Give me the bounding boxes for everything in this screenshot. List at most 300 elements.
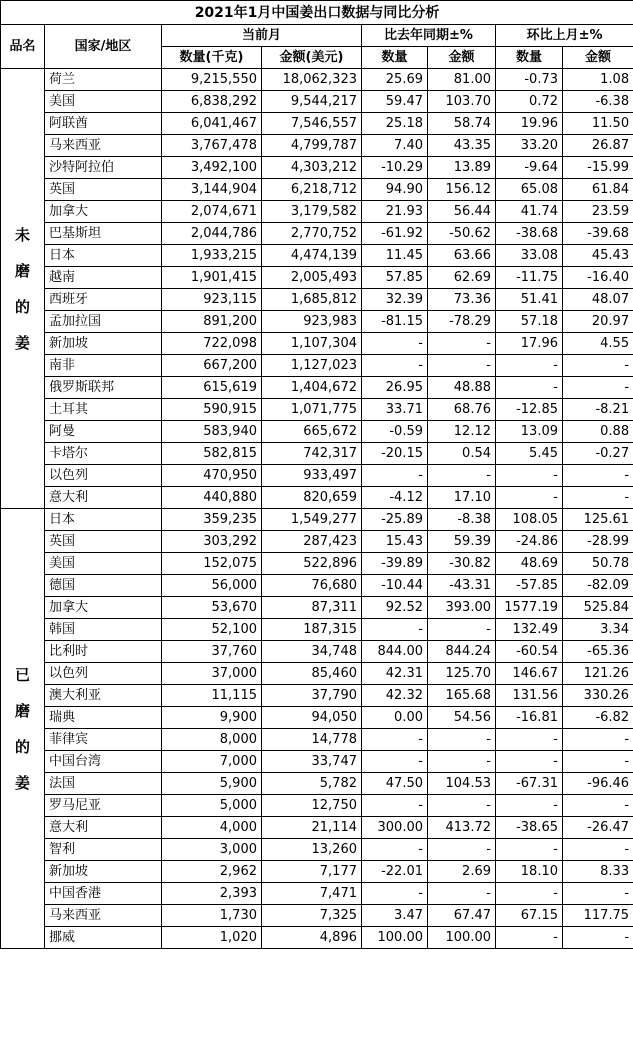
mom-amount-cell: - — [563, 751, 633, 773]
amount-cell: 34,748 — [262, 641, 362, 663]
yoy-quantity-cell: -22.01 — [362, 861, 428, 883]
mom-quantity-cell: 5.45 — [496, 443, 563, 465]
quantity-cell: 3,767,478 — [162, 135, 262, 157]
mom-amount-cell: 525.84 — [563, 597, 633, 619]
yoy-amount-cell: 48.88 — [428, 377, 496, 399]
yoy-quantity-cell: -25.89 — [362, 509, 428, 531]
mom-quantity-cell: 131.56 — [496, 685, 563, 707]
header-mom-qty: 数量 — [496, 47, 563, 69]
yoy-amount-cell: 104.53 — [428, 773, 496, 795]
yoy-amount-cell: -43.31 — [428, 575, 496, 597]
product-category-cell: 已磨的姜 — [1, 509, 45, 949]
mom-amount-cell: -82.09 — [563, 575, 633, 597]
yoy-quantity-cell: - — [362, 355, 428, 377]
table-row — [1, 201, 633, 223]
quantity-cell: 152,075 — [162, 553, 262, 575]
mom-quantity-cell: 57.18 — [496, 311, 563, 333]
yoy-quantity-cell: 57.85 — [362, 267, 428, 289]
header-mom-amount: 金额 — [563, 47, 633, 69]
mom-amount-cell: -0.27 — [563, 443, 633, 465]
quantity-cell: 303,292 — [162, 531, 262, 553]
table-row — [1, 773, 633, 795]
mom-amount-cell: 330.26 — [563, 685, 633, 707]
mom-amount-cell: 26.87 — [563, 135, 633, 157]
header-amount-usd: 金额(美元) — [262, 47, 362, 69]
amount-cell: 1,404,672 — [262, 377, 362, 399]
yoy-quantity-cell: 3.47 — [362, 905, 428, 927]
mom-quantity-cell: - — [496, 465, 563, 487]
table-row — [1, 157, 633, 179]
yoy-quantity-cell: 42.32 — [362, 685, 428, 707]
table-row — [1, 113, 633, 135]
yoy-amount-cell: 844.24 — [428, 641, 496, 663]
header-qty-kg: 数量(千克) — [162, 47, 262, 69]
table-row — [1, 421, 633, 443]
mom-quantity-cell: 19.96 — [496, 113, 563, 135]
quantity-cell: 1,933,215 — [162, 245, 262, 267]
amount-cell: 4,303,212 — [262, 157, 362, 179]
mom-amount-cell: 117.75 — [563, 905, 633, 927]
mom-amount-cell: 45.43 — [563, 245, 633, 267]
yoy-amount-cell: - — [428, 355, 496, 377]
amount-cell: 2,770,752 — [262, 223, 362, 245]
amount-cell: 1,107,304 — [262, 333, 362, 355]
table-row — [1, 751, 633, 773]
mom-amount-cell: -26.47 — [563, 817, 633, 839]
yoy-quantity-cell: 11.45 — [362, 245, 428, 267]
amount-cell: 87,311 — [262, 597, 362, 619]
yoy-amount-cell: -78.29 — [428, 311, 496, 333]
yoy-quantity-cell: 33.71 — [362, 399, 428, 421]
table-row — [1, 729, 633, 751]
quantity-cell: 615,619 — [162, 377, 262, 399]
mom-amount-cell: 20.97 — [563, 311, 633, 333]
table-row — [1, 531, 633, 553]
yoy-amount-cell: 2.69 — [428, 861, 496, 883]
mom-quantity-cell: - — [496, 355, 563, 377]
table-row — [1, 355, 633, 377]
mom-quantity-cell: -38.68 — [496, 223, 563, 245]
mom-quantity-cell: 33.08 — [496, 245, 563, 267]
mom-amount-cell: - — [563, 377, 633, 399]
amount-cell: 820,659 — [262, 487, 362, 509]
country-cell: 阿联酋 — [45, 113, 162, 135]
table-row — [1, 311, 633, 333]
amount-cell: 18,062,323 — [262, 69, 362, 91]
country-cell: 土耳其 — [45, 399, 162, 421]
amount-cell: 742,317 — [262, 443, 362, 465]
amount-cell: 9,544,217 — [262, 91, 362, 113]
country-cell: 罗马尼亚 — [45, 795, 162, 817]
country-cell: 以色列 — [45, 465, 162, 487]
yoy-amount-cell: - — [428, 729, 496, 751]
table-row — [1, 707, 633, 729]
quantity-cell: 37,760 — [162, 641, 262, 663]
country-cell: 菲律宾 — [45, 729, 162, 751]
quantity-cell: 590,915 — [162, 399, 262, 421]
amount-cell: 7,177 — [262, 861, 362, 883]
country-cell: 中国香港 — [45, 883, 162, 905]
yoy-amount-cell: -50.62 — [428, 223, 496, 245]
country-cell: 挪威 — [45, 927, 162, 949]
yoy-quantity-cell: 25.69 — [362, 69, 428, 91]
mom-amount-cell: -65.36 — [563, 641, 633, 663]
table-row — [1, 69, 633, 91]
country-cell: 新加坡 — [45, 861, 162, 883]
yoy-quantity-cell: - — [362, 883, 428, 905]
yoy-quantity-cell: -0.59 — [362, 421, 428, 443]
country-cell: 卡塔尔 — [45, 443, 162, 465]
yoy-quantity-cell: -20.15 — [362, 443, 428, 465]
amount-cell: 85,460 — [262, 663, 362, 685]
quantity-cell: 9,900 — [162, 707, 262, 729]
yoy-quantity-cell: -10.44 — [362, 575, 428, 597]
mom-quantity-cell: -11.75 — [496, 267, 563, 289]
yoy-quantity-cell: 92.52 — [362, 597, 428, 619]
yoy-quantity-cell: - — [362, 333, 428, 355]
yoy-amount-cell: 165.68 — [428, 685, 496, 707]
mom-quantity-cell: -0.73 — [496, 69, 563, 91]
yoy-quantity-cell: - — [362, 839, 428, 861]
table-row — [1, 245, 633, 267]
country-cell: 新加坡 — [45, 333, 162, 355]
yoy-amount-cell: 156.12 — [428, 179, 496, 201]
quantity-cell: 2,962 — [162, 861, 262, 883]
mom-amount-cell: - — [563, 839, 633, 861]
yoy-quantity-cell: 844.00 — [362, 641, 428, 663]
amount-cell: 4,896 — [262, 927, 362, 949]
amount-cell: 37,790 — [262, 685, 362, 707]
table-row — [1, 377, 633, 399]
yoy-amount-cell: 12.12 — [428, 421, 496, 443]
yoy-amount-cell: 0.54 — [428, 443, 496, 465]
mom-amount-cell: -16.40 — [563, 267, 633, 289]
quantity-cell: 2,044,786 — [162, 223, 262, 245]
header-mom: 环比上月±% — [496, 25, 633, 47]
mom-amount-cell: - — [563, 729, 633, 751]
yoy-amount-cell: - — [428, 619, 496, 641]
header-product: 品名 — [1, 25, 45, 69]
country-cell: 加拿大 — [45, 201, 162, 223]
country-cell: 意大利 — [45, 817, 162, 839]
table-row — [1, 487, 633, 509]
quantity-cell: 9,215,550 — [162, 69, 262, 91]
country-cell: 西班牙 — [45, 289, 162, 311]
yoy-quantity-cell: - — [362, 751, 428, 773]
quantity-cell: 3,492,100 — [162, 157, 262, 179]
table-body — [1, 69, 633, 949]
country-cell: 德国 — [45, 575, 162, 597]
amount-cell: 7,471 — [262, 883, 362, 905]
amount-cell: 3,179,582 — [262, 201, 362, 223]
country-cell: 阿曼 — [45, 421, 162, 443]
yoy-quantity-cell: 59.47 — [362, 91, 428, 113]
yoy-amount-cell: 13.89 — [428, 157, 496, 179]
mom-quantity-cell: 51.41 — [496, 289, 563, 311]
mom-quantity-cell: 17.96 — [496, 333, 563, 355]
amount-cell: 5,782 — [262, 773, 362, 795]
amount-cell: 665,672 — [262, 421, 362, 443]
yoy-amount-cell: 43.35 — [428, 135, 496, 157]
quantity-cell: 359,235 — [162, 509, 262, 531]
country-cell: 马来西亚 — [45, 135, 162, 157]
yoy-amount-cell: 103.70 — [428, 91, 496, 113]
amount-cell: 13,260 — [262, 839, 362, 861]
yoy-quantity-cell: 42.31 — [362, 663, 428, 685]
amount-cell: 7,325 — [262, 905, 362, 927]
country-cell: 巴基斯坦 — [45, 223, 162, 245]
quantity-cell: 440,880 — [162, 487, 262, 509]
country-cell: 南非 — [45, 355, 162, 377]
yoy-quantity-cell: 100.00 — [362, 927, 428, 949]
yoy-amount-cell: 67.47 — [428, 905, 496, 927]
amount-cell: 1,071,775 — [262, 399, 362, 421]
country-cell: 澳大利亚 — [45, 685, 162, 707]
amount-cell: 2,005,493 — [262, 267, 362, 289]
yoy-amount-cell: -8.38 — [428, 509, 496, 531]
table-row — [1, 817, 633, 839]
mom-amount-cell: 23.59 — [563, 201, 633, 223]
table-row — [1, 619, 633, 641]
mom-quantity-cell: - — [496, 487, 563, 509]
mom-quantity-cell: 48.69 — [496, 553, 563, 575]
mom-quantity-cell: 65.08 — [496, 179, 563, 201]
mom-amount-cell: -15.99 — [563, 157, 633, 179]
mom-amount-cell: -39.68 — [563, 223, 633, 245]
mom-amount-cell: -96.46 — [563, 773, 633, 795]
quantity-cell: 2,074,671 — [162, 201, 262, 223]
amount-cell: 1,127,023 — [262, 355, 362, 377]
amount-cell: 923,983 — [262, 311, 362, 333]
country-cell: 以色列 — [45, 663, 162, 685]
mom-quantity-cell: -12.85 — [496, 399, 563, 421]
mom-amount-cell: 61.84 — [563, 179, 633, 201]
amount-cell: 4,474,139 — [262, 245, 362, 267]
yoy-amount-cell: 56.44 — [428, 201, 496, 223]
mom-quantity-cell: -9.64 — [496, 157, 563, 179]
quantity-cell: 56,000 — [162, 575, 262, 597]
quantity-cell: 3,144,904 — [162, 179, 262, 201]
yoy-amount-cell: 17.10 — [428, 487, 496, 509]
table-row — [1, 91, 633, 113]
yoy-quantity-cell: 94.90 — [362, 179, 428, 201]
mom-amount-cell: 125.61 — [563, 509, 633, 531]
quantity-cell: 5,900 — [162, 773, 262, 795]
yoy-amount-cell: 81.00 — [428, 69, 496, 91]
mom-quantity-cell: -16.81 — [496, 707, 563, 729]
yoy-amount-cell: 125.70 — [428, 663, 496, 685]
country-cell: 日本 — [45, 509, 162, 531]
yoy-quantity-cell: 47.50 — [362, 773, 428, 795]
yoy-quantity-cell: 25.18 — [362, 113, 428, 135]
mom-amount-cell: 121.26 — [563, 663, 633, 685]
quantity-cell: 1,730 — [162, 905, 262, 927]
mom-amount-cell: -28.99 — [563, 531, 633, 553]
yoy-quantity-cell: -61.92 — [362, 223, 428, 245]
mom-quantity-cell: - — [496, 927, 563, 949]
table-row — [1, 641, 633, 663]
mom-quantity-cell: 108.05 — [496, 509, 563, 531]
table-row — [1, 399, 633, 421]
yoy-quantity-cell: 15.43 — [362, 531, 428, 553]
mom-amount-cell: - — [563, 795, 633, 817]
country-cell: 意大利 — [45, 487, 162, 509]
mom-quantity-cell: 146.67 — [496, 663, 563, 685]
mom-quantity-cell: - — [496, 729, 563, 751]
quantity-cell: 11,115 — [162, 685, 262, 707]
header-current-month: 当前月 — [162, 25, 362, 47]
table-row — [1, 465, 633, 487]
mom-quantity-cell: 132.49 — [496, 619, 563, 641]
amount-cell: 14,778 — [262, 729, 362, 751]
table-row — [1, 685, 633, 707]
yoy-amount-cell: - — [428, 333, 496, 355]
mom-quantity-cell: - — [496, 377, 563, 399]
table-row — [1, 927, 633, 949]
mom-quantity-cell: -24.86 — [496, 531, 563, 553]
mom-amount-cell: -8.21 — [563, 399, 633, 421]
amount-cell: 933,497 — [262, 465, 362, 487]
yoy-quantity-cell: 32.39 — [362, 289, 428, 311]
yoy-amount-cell: - — [428, 465, 496, 487]
yoy-amount-cell: 58.74 — [428, 113, 496, 135]
quantity-cell: 52,100 — [162, 619, 262, 641]
quantity-cell: 7,000 — [162, 751, 262, 773]
table-title: 2021年1月中国姜出口数据与同比分析 — [1, 1, 633, 25]
quantity-cell: 5,000 — [162, 795, 262, 817]
yoy-quantity-cell: -10.29 — [362, 157, 428, 179]
table-row — [1, 267, 633, 289]
quantity-cell: 470,950 — [162, 465, 262, 487]
table-row — [1, 663, 633, 685]
country-cell: 俄罗斯联邦 — [45, 377, 162, 399]
yoy-amount-cell: 100.00 — [428, 927, 496, 949]
quantity-cell: 6,838,292 — [162, 91, 262, 113]
country-cell: 英国 — [45, 179, 162, 201]
quantity-cell: 6,041,467 — [162, 113, 262, 135]
country-cell: 马来西亚 — [45, 905, 162, 927]
amount-cell: 522,896 — [262, 553, 362, 575]
mom-amount-cell: - — [563, 465, 633, 487]
yoy-amount-cell: 54.56 — [428, 707, 496, 729]
mom-quantity-cell: -67.31 — [496, 773, 563, 795]
yoy-quantity-cell: -81.15 — [362, 311, 428, 333]
country-cell: 越南 — [45, 267, 162, 289]
table-row — [1, 839, 633, 861]
amount-cell: 1,685,812 — [262, 289, 362, 311]
quantity-cell: 1,901,415 — [162, 267, 262, 289]
yoy-quantity-cell: - — [362, 465, 428, 487]
quantity-cell: 667,200 — [162, 355, 262, 377]
header-yoy-qty: 数量 — [362, 47, 428, 69]
table-row — [1, 905, 633, 927]
mom-amount-cell: 11.50 — [563, 113, 633, 135]
country-cell: 比利时 — [45, 641, 162, 663]
table-row — [1, 289, 633, 311]
amount-cell: 287,423 — [262, 531, 362, 553]
mom-quantity-cell: 13.09 — [496, 421, 563, 443]
mom-quantity-cell: - — [496, 839, 563, 861]
table-row — [1, 179, 633, 201]
quantity-cell: 4,000 — [162, 817, 262, 839]
country-cell: 韩国 — [45, 619, 162, 641]
table-row — [1, 553, 633, 575]
amount-cell: 1,549,277 — [262, 509, 362, 531]
quantity-cell: 37,000 — [162, 663, 262, 685]
amount-cell: 4,799,787 — [262, 135, 362, 157]
country-cell: 中国台湾 — [45, 751, 162, 773]
mom-quantity-cell: 33.20 — [496, 135, 563, 157]
table-row — [1, 223, 633, 245]
amount-cell: 7,546,557 — [262, 113, 362, 135]
amount-cell: 94,050 — [262, 707, 362, 729]
quantity-cell: 583,940 — [162, 421, 262, 443]
yoy-amount-cell: 59.39 — [428, 531, 496, 553]
yoy-amount-cell: - — [428, 795, 496, 817]
mom-amount-cell: - — [563, 927, 633, 949]
mom-amount-cell: 1.08 — [563, 69, 633, 91]
yoy-quantity-cell: -4.12 — [362, 487, 428, 509]
yoy-quantity-cell: 300.00 — [362, 817, 428, 839]
mom-quantity-cell: - — [496, 751, 563, 773]
country-cell: 智利 — [45, 839, 162, 861]
country-cell: 沙特阿拉伯 — [45, 157, 162, 179]
amount-cell: 187,315 — [262, 619, 362, 641]
mom-amount-cell: 0.88 — [563, 421, 633, 443]
yoy-amount-cell: 413.72 — [428, 817, 496, 839]
yoy-amount-cell: 63.66 — [428, 245, 496, 267]
mom-amount-cell: 48.07 — [563, 289, 633, 311]
product-category-cell: 未磨的姜 — [1, 69, 45, 509]
table-row — [1, 443, 633, 465]
country-cell: 荷兰 — [45, 69, 162, 91]
mom-quantity-cell: -60.54 — [496, 641, 563, 663]
mom-quantity-cell: 1577.19 — [496, 597, 563, 619]
mom-amount-cell: 8.33 — [563, 861, 633, 883]
quantity-cell: 8,000 — [162, 729, 262, 751]
yoy-quantity-cell: 7.40 — [362, 135, 428, 157]
mom-quantity-cell: - — [496, 795, 563, 817]
yoy-quantity-cell: 21.93 — [362, 201, 428, 223]
yoy-quantity-cell: -39.89 — [362, 553, 428, 575]
yoy-quantity-cell: 26.95 — [362, 377, 428, 399]
mom-amount-cell: -6.82 — [563, 707, 633, 729]
amount-cell: 6,218,712 — [262, 179, 362, 201]
amount-cell: 33,747 — [262, 751, 362, 773]
country-cell: 孟加拉国 — [45, 311, 162, 333]
amount-cell: 76,680 — [262, 575, 362, 597]
country-cell: 法国 — [45, 773, 162, 795]
country-cell: 英国 — [45, 531, 162, 553]
quantity-cell: 891,200 — [162, 311, 262, 333]
country-cell: 瑞典 — [45, 707, 162, 729]
table-row — [1, 795, 633, 817]
mom-quantity-cell: 41.74 — [496, 201, 563, 223]
table-row — [1, 861, 633, 883]
yoy-amount-cell: 393.00 — [428, 597, 496, 619]
table-row — [1, 575, 633, 597]
quantity-cell: 582,815 — [162, 443, 262, 465]
mom-quantity-cell: 0.72 — [496, 91, 563, 113]
yoy-amount-cell: 62.69 — [428, 267, 496, 289]
yoy-amount-cell: 68.76 — [428, 399, 496, 421]
mom-amount-cell: - — [563, 487, 633, 509]
mom-amount-cell: 50.78 — [563, 553, 633, 575]
country-cell: 美国 — [45, 91, 162, 113]
yoy-amount-cell: 73.36 — [428, 289, 496, 311]
table-row — [1, 333, 633, 355]
mom-quantity-cell: -57.85 — [496, 575, 563, 597]
